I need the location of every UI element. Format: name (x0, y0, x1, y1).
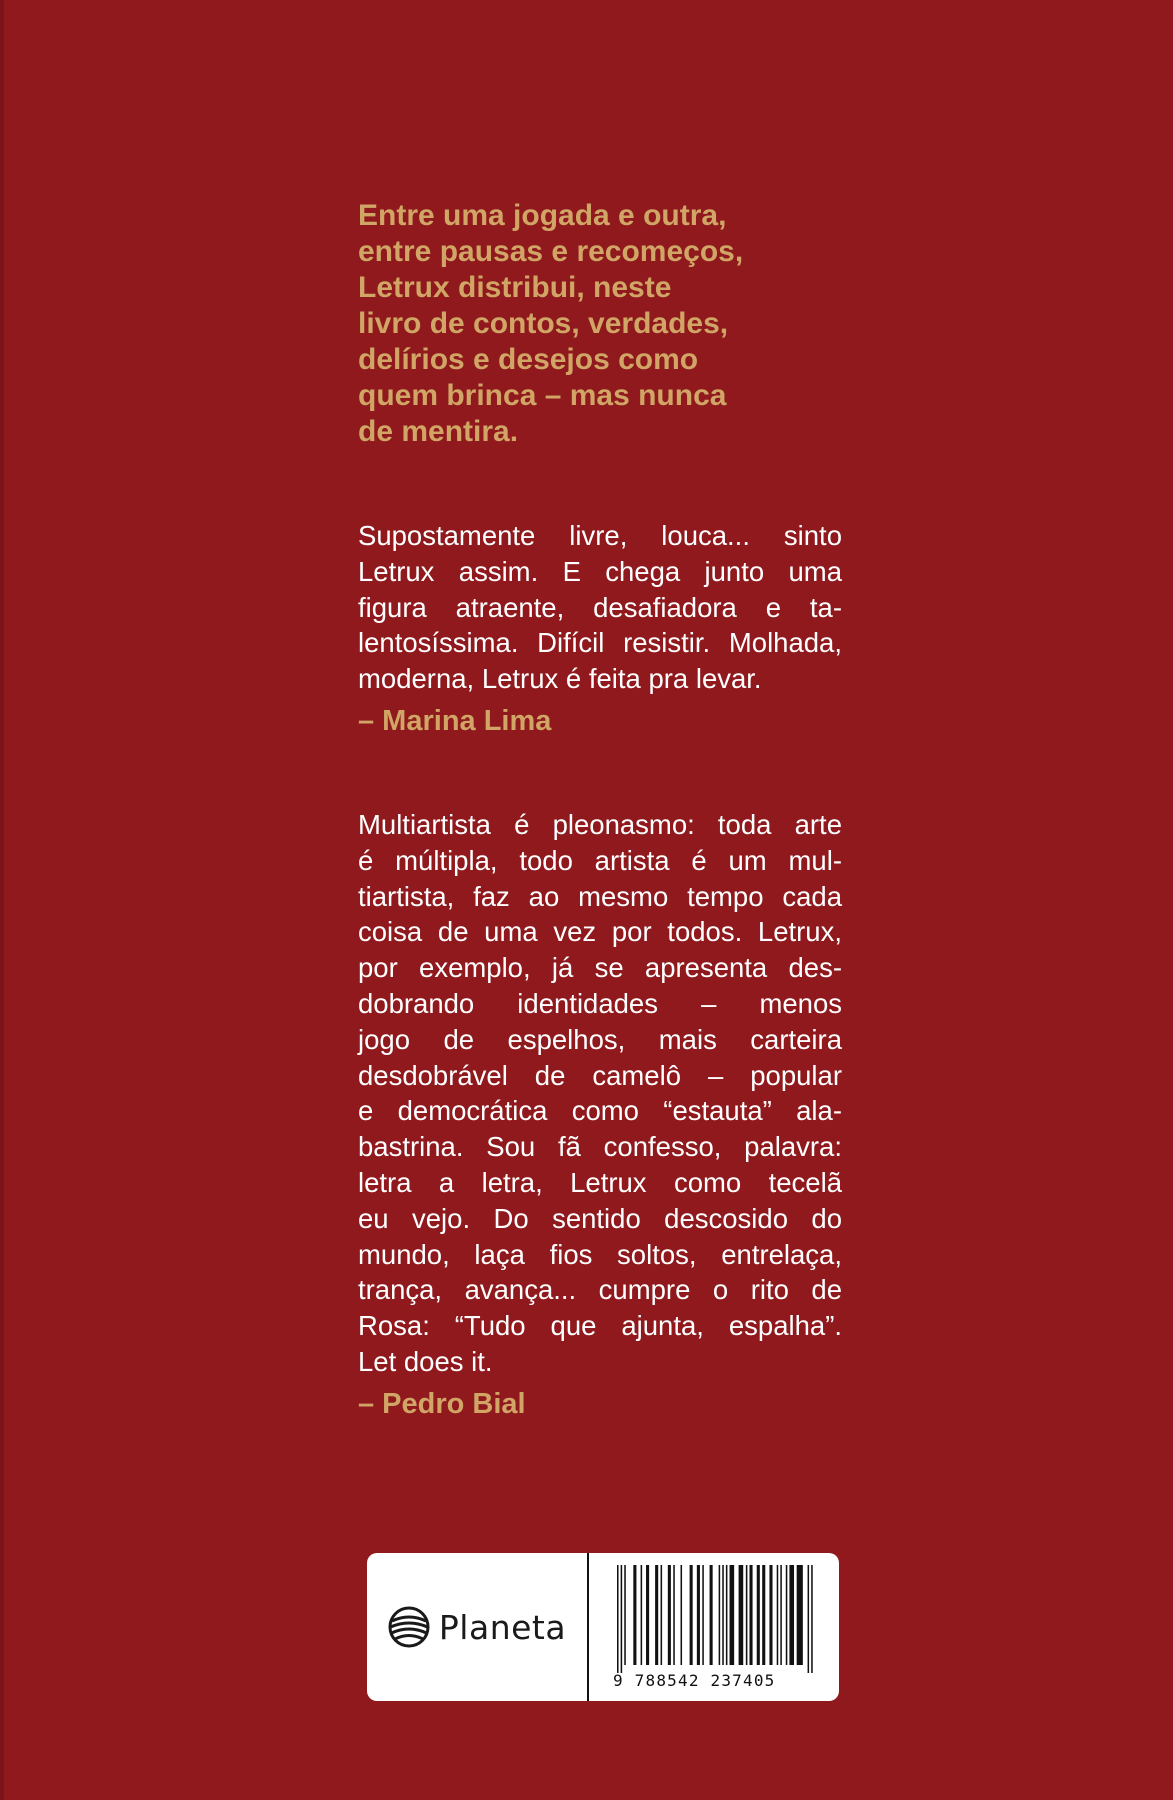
globe-icon (387, 1605, 431, 1649)
barcode-bar (722, 1565, 724, 1665)
barcode-bar (762, 1565, 765, 1665)
testimonial-line: moderna, Letrux é feita pra levar. (358, 663, 762, 695)
barcode-bar (668, 1565, 671, 1665)
testimonial-line: bastrina. Sou fã confesso, palavra: (358, 1131, 842, 1163)
blurb (358, 198, 842, 450)
blurb-line: Entre uma jogada e outra, (358, 199, 727, 232)
testimonial-line: é múltipla, todo artista é um mul- (358, 844, 842, 876)
barcode-bar (739, 1565, 744, 1665)
blurb-line: quem brinca – mas nunca (358, 379, 727, 412)
testimonial-line: mundo, laça fios soltos, entrelaça, (358, 1238, 842, 1270)
testimonial-attribution: – Marina Lima (358, 704, 552, 737)
testimonial-text (358, 518, 842, 697)
blurb-line: delírios e desejos como (358, 343, 699, 376)
testimonial-line: dobrando identidades – menos (358, 987, 842, 1019)
testimonial-line: lentosíssima. Difícil resistir. Molhada, (358, 627, 842, 659)
barcode-bar (777, 1565, 779, 1665)
spine-edge (0, 0, 4, 1800)
isbn-number: 9 788542 237405 (613, 1671, 776, 1690)
testimonial-line: Multiartista é pleonasmo: toda arte (358, 809, 842, 840)
testimonial-line: figura atraente, desafiadora e ta- (358, 591, 842, 623)
barcode-bar (789, 1565, 794, 1665)
testimonial-attribution: – Pedro Bial (358, 1387, 526, 1420)
barcode-bar (633, 1565, 636, 1665)
blurb-line: entre pausas e recomeços, (358, 235, 744, 268)
testimonial-line: trança, avança... cumpre o rito de (358, 1274, 842, 1306)
blurb-line: de mentira. (358, 415, 519, 448)
isbn-barcode (589, 1553, 839, 1701)
barcode-bar (681, 1565, 683, 1665)
barcode-bar (719, 1565, 721, 1665)
barcode-bar (646, 1565, 649, 1665)
barcode-bar (730, 1565, 735, 1665)
barcode-bar (673, 1565, 675, 1665)
testimonial-marina-lima (358, 518, 842, 739)
testimonial-line: Letrux assim. E chega junto uma (358, 555, 842, 587)
barcode-bar (746, 1565, 748, 1665)
barcode-bar (697, 1565, 700, 1665)
barcode-label (367, 1553, 839, 1701)
barcode-bar (780, 1565, 782, 1665)
barcode-bar (757, 1565, 760, 1665)
testimonial-line: desdobrável de camelô – popular (358, 1059, 842, 1091)
testimonial-line: tiartista, faz ao mesmo tempo cada (358, 880, 842, 912)
barcode-bar (624, 1565, 626, 1665)
testimonial-line: eu vejo. Do sentido descosido do (358, 1202, 842, 1234)
testimonial-line: Let does it. (358, 1345, 493, 1377)
testimonial-text (358, 807, 842, 1380)
testimonial-line: Rosa: “Tudo que ajunta, espalha”. (358, 1310, 842, 1342)
blurb-line: livro de contos, verdades, (358, 307, 729, 340)
barcode-bar (655, 1565, 658, 1665)
barcode-bar (617, 1565, 619, 1673)
testimonial-line: por exemplo, já se apresenta des- (358, 952, 842, 984)
barcode-bar (690, 1565, 693, 1665)
barcode-bar (749, 1565, 752, 1665)
barcode-bar (702, 1565, 704, 1665)
barcode-bar (641, 1565, 643, 1665)
barcode-bar (710, 1565, 713, 1665)
barcode-bar (661, 1565, 663, 1665)
publisher-name: Planeta (438, 1607, 567, 1647)
publisher-logo (367, 1553, 586, 1701)
barcode-bar (621, 1565, 623, 1673)
barcode-bar (808, 1565, 810, 1673)
barcode-bar (811, 1565, 813, 1673)
barcode-bar (726, 1565, 728, 1665)
testimonial-line: jogo de espelhos, mais carteira (358, 1023, 842, 1055)
testimonial-line: letra a letra, Letrux como tecelã (358, 1166, 842, 1198)
testimonial-line: Supostamente livre, louca... sinto (358, 520, 842, 551)
barcode-bars (615, 1565, 815, 1677)
testimonial-line: e democrática como “estauta” ala- (358, 1095, 842, 1127)
barcode-bar (769, 1565, 772, 1665)
blurb-line: Letrux distribui, neste (358, 271, 672, 304)
testimonial-pedro-bial (358, 807, 842, 1422)
testimonial-line: coisa de uma vez por todos. Letrux, (358, 916, 842, 948)
barcode-bar (786, 1565, 788, 1665)
barcode-bar (797, 1565, 803, 1665)
